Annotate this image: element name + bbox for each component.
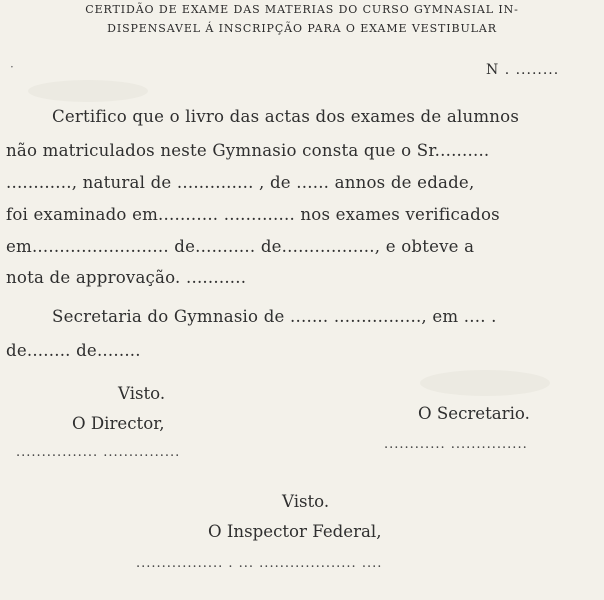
certificate-line-1: Certifico que o livro das actas dos exames de alumnos xyxy=(52,107,520,126)
certificate-line-5: em......................... de........... de................., e obteve a xyxy=(6,237,475,256)
inspector-label: O Inspector Federal, xyxy=(208,522,382,541)
secretaria-line-1: Secretaria do Gymnasio de ....... ................, em .... . xyxy=(52,307,497,326)
heading-line-2: DISPENSAVEL Á INSCRIPÇÃO PARA O EXAME VESTIBULAR xyxy=(107,22,497,35)
heading-line-1: CERTIDÃO DE EXAME DAS MATERIAS DO CURSO GYMNASIAL IN- xyxy=(85,3,519,16)
visto-label-2: Visto. xyxy=(282,492,330,511)
certificate-number-line: N . ........ xyxy=(486,62,560,78)
secretaria-line-2: de........ de........ xyxy=(6,341,141,360)
secretario-label: O Secretario. xyxy=(418,404,530,423)
certificate-line-3: ............, natural de .............. , de ...... annos de edade, xyxy=(6,173,475,192)
certificate-line-4: foi examinado em........... ............. nos exames verificados xyxy=(6,205,500,224)
top-left-mark: · xyxy=(10,60,14,74)
director-signature-line: ................ ............... xyxy=(16,445,181,460)
secretario-signature-line: ............ ............... xyxy=(384,437,528,452)
inspector-signature-line: ................. . ... ................... .... xyxy=(136,556,383,571)
director-label: O Director, xyxy=(72,414,165,433)
paper-stain xyxy=(28,80,148,102)
paper-stain xyxy=(420,370,550,396)
certificate-line-2: não matriculados neste Gymnasio consta que o Sr.......... xyxy=(6,141,490,160)
certificate-line-6: nota de approvação. ........... xyxy=(6,268,247,287)
visto-label-1: Visto. xyxy=(118,384,166,403)
